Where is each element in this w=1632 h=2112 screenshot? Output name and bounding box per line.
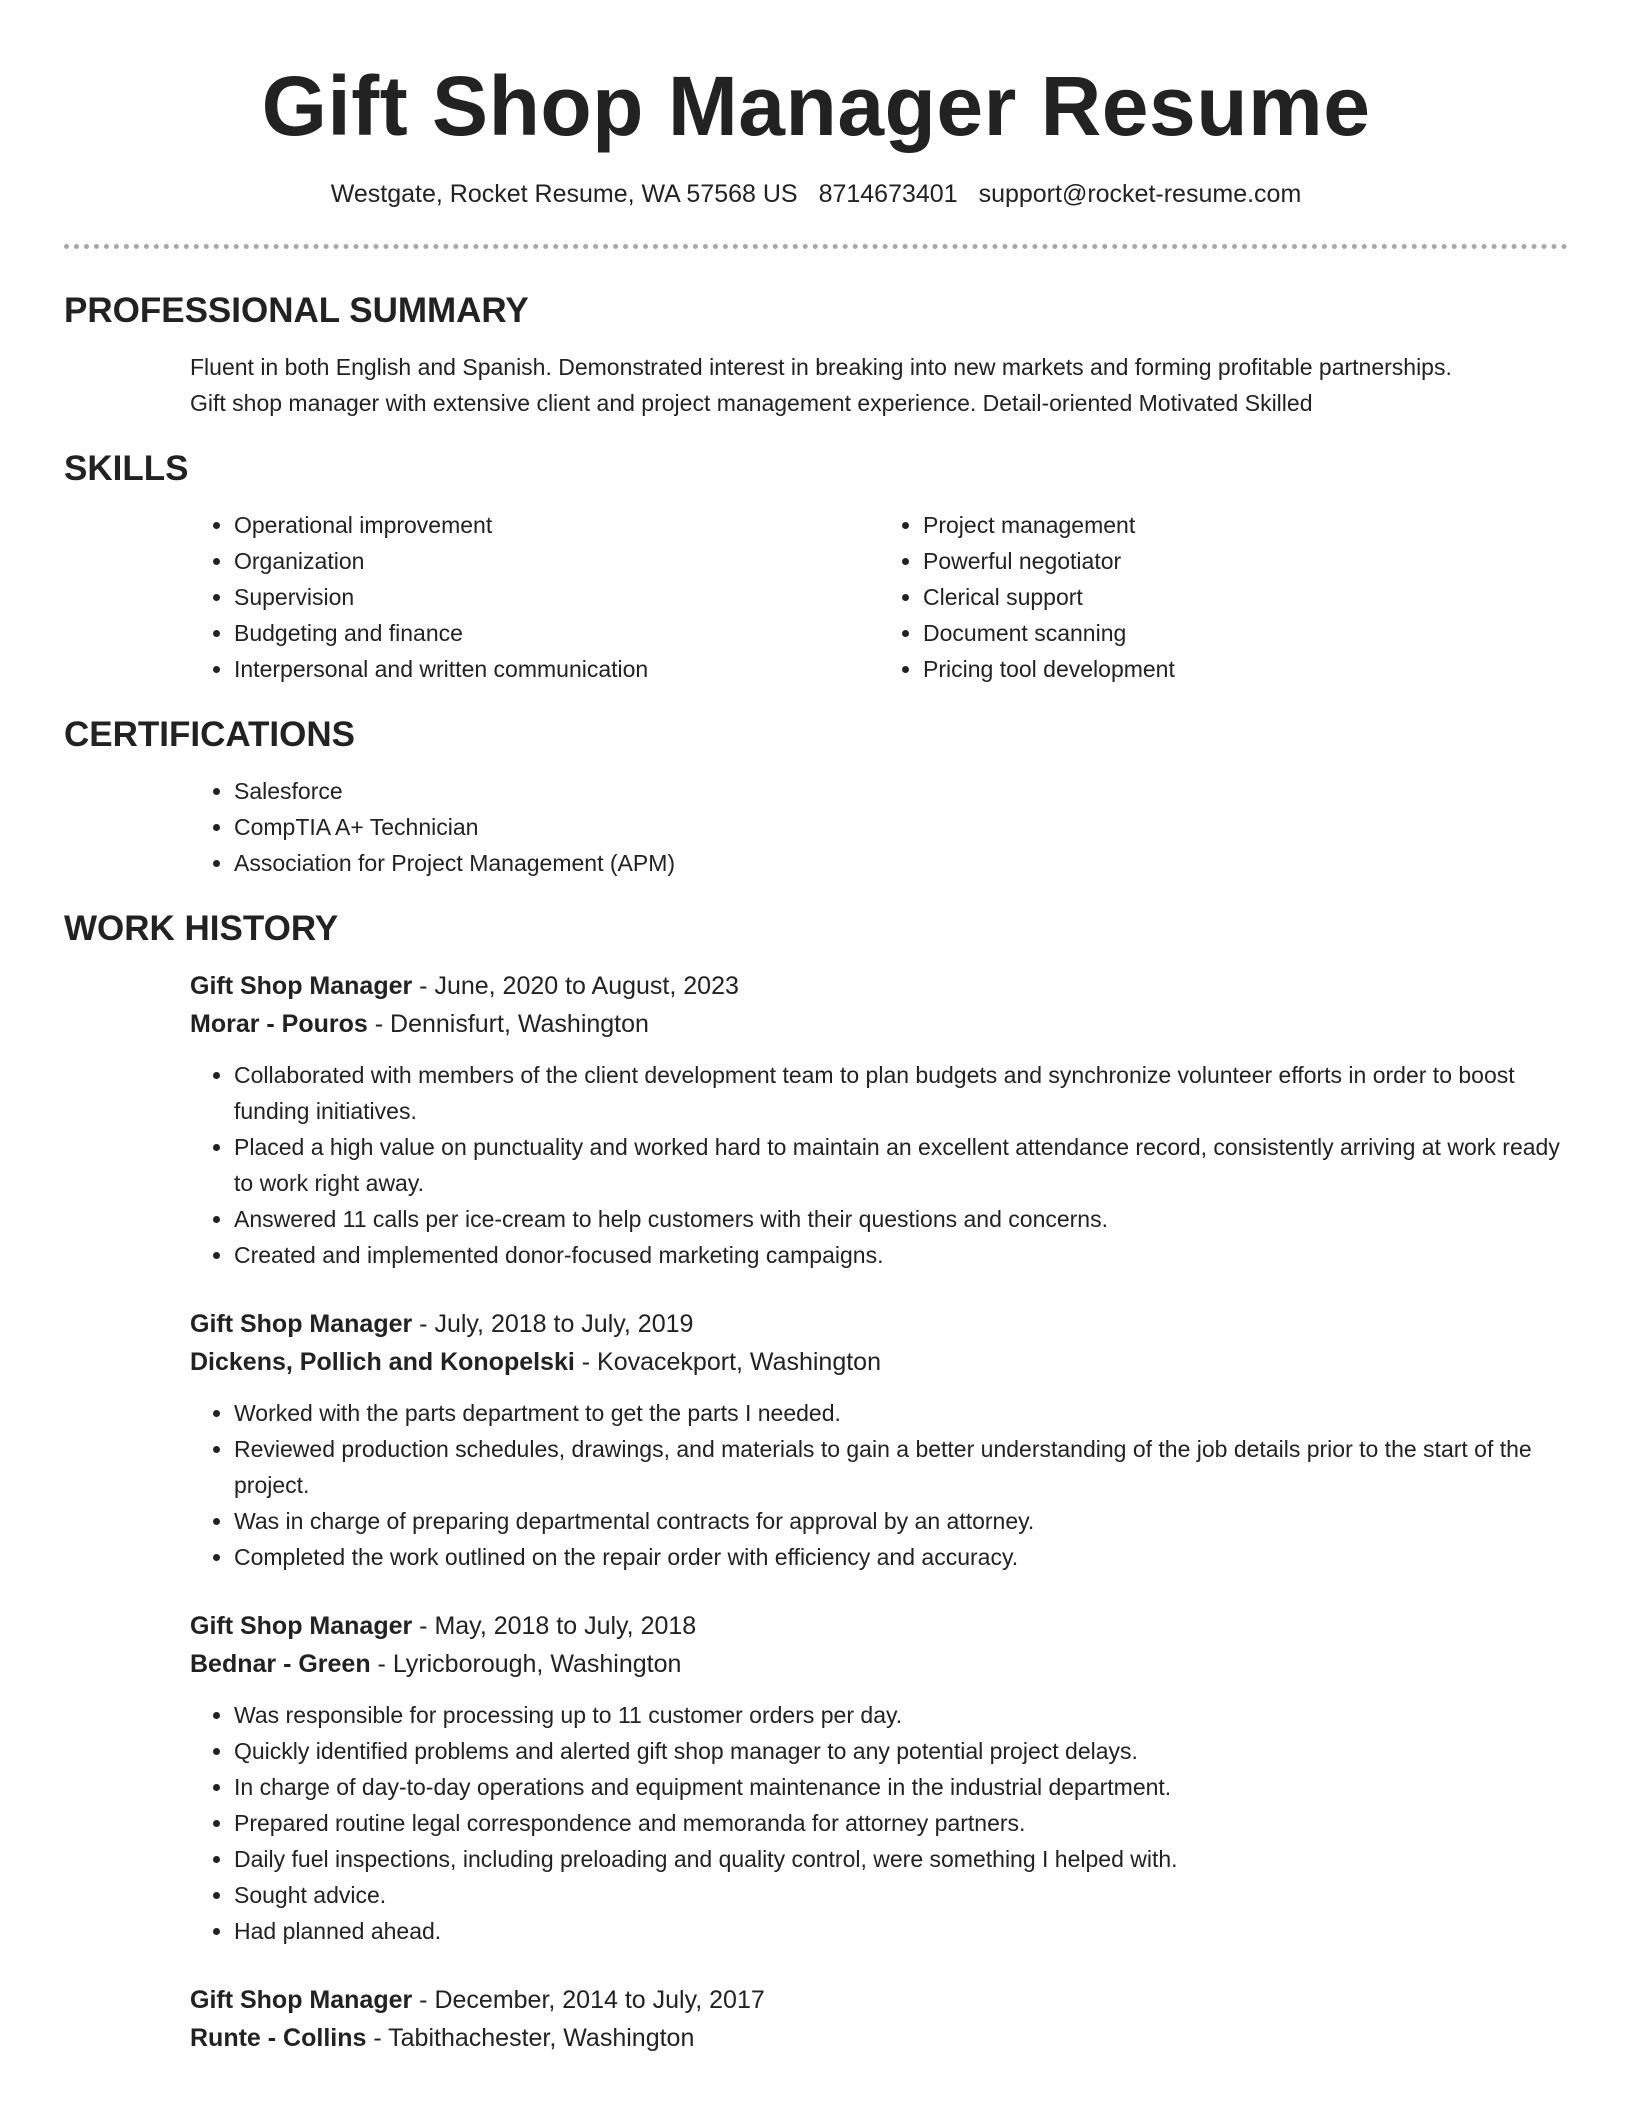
summary-text bbox=[190, 349, 1568, 421]
skills-left-list bbox=[190, 507, 879, 687]
skills-columns bbox=[190, 507, 1568, 687]
skill-item: • Project management bbox=[923, 507, 1568, 543]
skill-item: • Budgeting and finance bbox=[234, 615, 879, 651]
skill-item: • Operational improvement bbox=[234, 507, 879, 543]
summary-section bbox=[64, 289, 1568, 421]
skill-item: • Organization bbox=[234, 543, 879, 579]
job-bullet: • Sought advice. bbox=[234, 1877, 1568, 1913]
job-company-line bbox=[190, 1645, 1568, 1683]
page-title: Gift Shop Manager Resume bbox=[261, 59, 1371, 153]
job-title: Gift Shop Manager bbox=[190, 1986, 413, 2014]
job-company-line bbox=[190, 1343, 1568, 1381]
job-company: Bednar - Green bbox=[190, 1650, 371, 1678]
contact-email: support@rocket-resume.com bbox=[978, 180, 1302, 208]
skill-item: • Powerful negotiator bbox=[923, 543, 1568, 579]
job-bullet: • Had planned ahead. bbox=[234, 1913, 1568, 1949]
summary-line: Gift shop manager with extensive client and project management experience. Detail-oriented Motivated Skilled bbox=[190, 390, 1313, 416]
job-dates: - May, 2018 to July, 2018 bbox=[412, 1612, 697, 1640]
job-bullet: • Was responsible for processing up to 11 customer orders per day. bbox=[234, 1697, 1568, 1733]
certification-item: • CompTIA A+ Technician bbox=[234, 809, 1568, 845]
skill-item: • Document scanning bbox=[923, 615, 1568, 651]
job-bullet: • Daily fuel inspections, including preloading and quality control, were something I helped with. bbox=[234, 1841, 1568, 1877]
job-title: Gift Shop Manager bbox=[190, 1310, 413, 1338]
summary-heading: PROFESSIONAL SUMMARY bbox=[64, 291, 529, 330]
job-bullet: • Quickly identified problems and alerted gift shop manager to any potential project delays. bbox=[234, 1733, 1568, 1769]
skill-item: • Interpersonal and written communication bbox=[234, 651, 879, 687]
certifications-list bbox=[190, 773, 1568, 881]
job-dates: - December, 2014 to July, 2017 bbox=[412, 1986, 765, 2014]
certification-item: • Salesforce bbox=[234, 773, 1568, 809]
job-entry bbox=[190, 1981, 1568, 2057]
job-company: Runte - Collins bbox=[190, 2024, 367, 2052]
job-entry bbox=[190, 1305, 1568, 1575]
skills-section bbox=[64, 447, 1568, 687]
contact-address: Westgate, Rocket Resume, WA 57568 US bbox=[330, 180, 798, 208]
certifications-section bbox=[64, 713, 1568, 881]
job-dates: - July, 2018 to July, 2019 bbox=[412, 1310, 694, 1338]
job-bullet: • Placed a high value on punctuality and worked hard to maintain an excellent attendance record, consistently arriving at work ready to work right away. bbox=[234, 1129, 1568, 1201]
job-location: - Tabithachester, Washington bbox=[366, 2024, 695, 2052]
job-bullet: • In charge of day-to-day operations and equipment maintenance in the industrial department. bbox=[234, 1769, 1568, 1805]
job-bullet: • Created and implemented donor-focused marketing campaigns. bbox=[234, 1237, 1568, 1273]
job-bullet: • Reviewed production schedules, drawings, and materials to gain a better understanding of the job details prior to the start of the project. bbox=[234, 1431, 1568, 1503]
job-location: - Lyricborough, Washington bbox=[370, 1650, 682, 1678]
job-bullets bbox=[190, 1057, 1568, 1273]
job-bullet: • Was in charge of preparing departmental contracts for approval by an attorney. bbox=[234, 1503, 1568, 1539]
job-bullet: • Answered 11 calls per ice-cream to help customers with their questions and concerns. bbox=[234, 1201, 1568, 1237]
job-location: - Dennisfurt, Washington bbox=[367, 1010, 649, 1038]
job-company-line bbox=[190, 1005, 1568, 1043]
summary-line: Fluent in both English and Spanish. Demonstrated interest in breaking into new markets and forming profitable partnerships. bbox=[190, 354, 1452, 380]
contact-phone: 8714673401 bbox=[818, 180, 958, 208]
job-title-line bbox=[190, 1981, 1568, 2019]
work-history-section bbox=[64, 907, 1568, 2057]
header-divider bbox=[64, 244, 1568, 249]
certifications-heading: CERTIFICATIONS bbox=[64, 715, 356, 754]
job-title: Gift Shop Manager bbox=[190, 972, 413, 1000]
job-company-line bbox=[190, 2019, 1568, 2057]
job-title: Gift Shop Manager bbox=[190, 1612, 413, 1640]
resume-page bbox=[64, 0, 1568, 2057]
job-dates: - June, 2020 to August, 2023 bbox=[412, 972, 739, 1000]
job-entry bbox=[190, 1607, 1568, 1949]
contact-line bbox=[64, 178, 1568, 210]
job-company: Dickens, Pollich and Konopelski bbox=[190, 1348, 575, 1376]
job-entry bbox=[190, 967, 1568, 1273]
job-bullet: • Worked with the parts department to get the parts I needed. bbox=[234, 1395, 1568, 1431]
skills-right-list bbox=[879, 507, 1568, 687]
work-history-heading: WORK HISTORY bbox=[64, 909, 339, 948]
certification-item: • Association for Project Management (APM) bbox=[234, 845, 1568, 881]
job-title-line bbox=[190, 1607, 1568, 1645]
skill-item: • Pricing tool development bbox=[923, 651, 1568, 687]
skills-heading: SKILLS bbox=[64, 449, 189, 488]
job-bullets bbox=[190, 1697, 1568, 1949]
job-bullet: • Completed the work outlined on the repair order with efficiency and accuracy. bbox=[234, 1539, 1568, 1575]
job-bullet: • Prepared routine legal correspondence and memoranda for attorney partners. bbox=[234, 1805, 1568, 1841]
job-title-line bbox=[190, 967, 1568, 1005]
job-bullet: • Collaborated with members of the client development team to plan budgets and synchronize volunteer efforts in order to boost funding initiatives. bbox=[234, 1057, 1568, 1129]
job-title-line bbox=[190, 1305, 1568, 1343]
job-bullets bbox=[190, 1395, 1568, 1575]
skill-item: • Supervision bbox=[234, 579, 879, 615]
job-company: Morar - Pouros bbox=[190, 1010, 368, 1038]
job-location: - Kovacekport, Washington bbox=[574, 1348, 881, 1376]
skill-item: • Clerical support bbox=[923, 579, 1568, 615]
